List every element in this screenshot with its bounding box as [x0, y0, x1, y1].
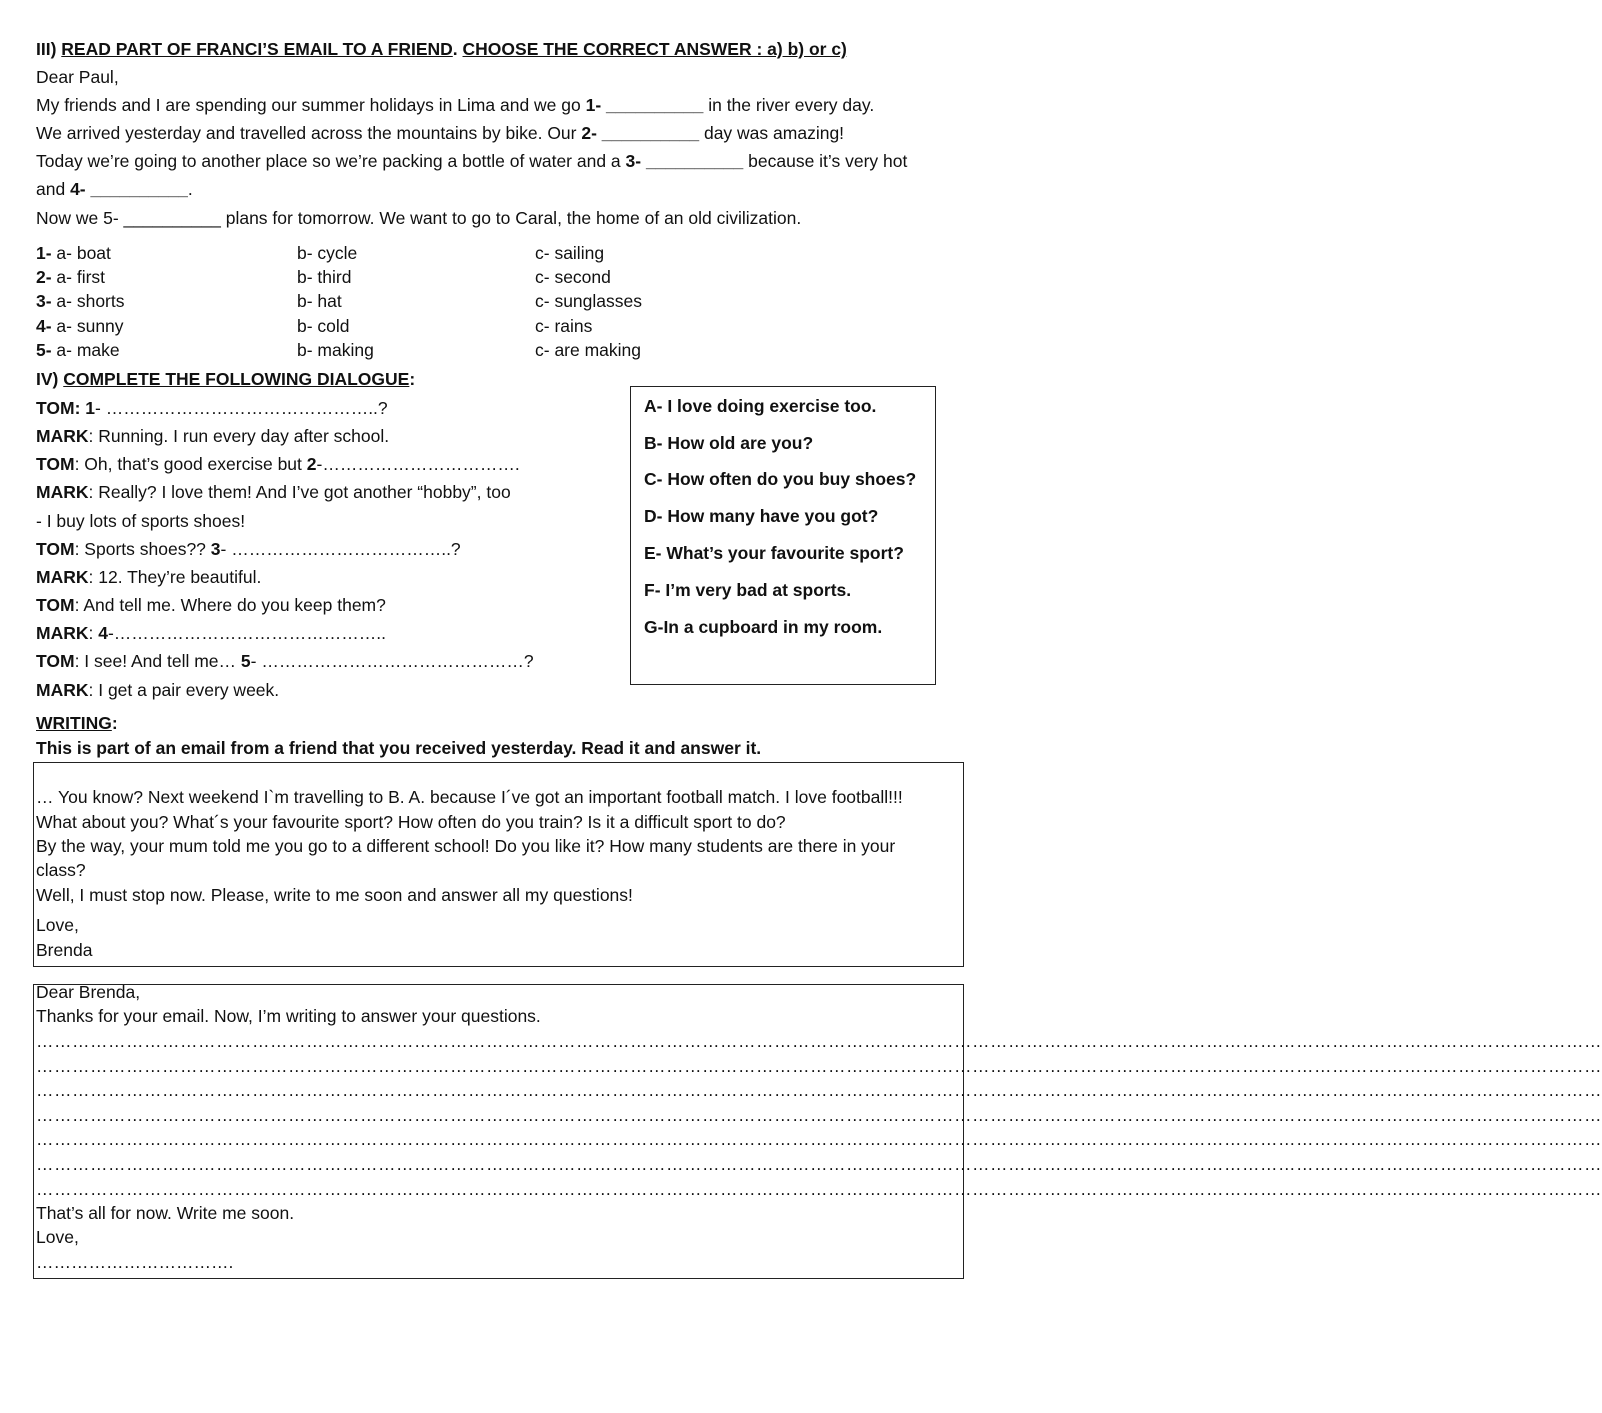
dialogue-gap[interactable]: - ………………………………..? [220, 539, 461, 559]
writing-instruction: This is part of an email from a friend that you received yesterday. Read it and answer it. [36, 738, 762, 758]
reply-writing-line[interactable]: ……………………………………………………………………………………………………………………………………………………………………………………………………………………………………… [36, 1105, 1602, 1125]
option-a[interactable]: a- boat [51, 243, 111, 263]
email-line-4: and 4- __________. [36, 179, 193, 199]
dialogue-line: TOM: 1- ………………………………………..? [36, 398, 388, 418]
option-a[interactable]: a- sunny [51, 316, 124, 336]
gap-4[interactable]: 4- __________ [70, 179, 188, 199]
dialogue-line: TOM: Oh, that’s good exercise but 2-……………………………. [36, 454, 520, 474]
section3-heading-title: READ PART OF FRANCI’S EMAIL TO A FRIEND [61, 39, 453, 59]
reply-writing-line[interactable]: ……………………………………………………………………………………………………………………………………………………………………………………………………………………………………… [36, 1056, 1602, 1076]
section3-heading-instruction: CHOOSE THE CORRECT ANSWER : a) b) or c) [462, 39, 847, 59]
answer-option[interactable]: D- How many have you got? [644, 506, 879, 526]
reply-love: Love, [36, 1227, 79, 1247]
email-line-3: Today we’re going to another place so we’re packing a bottle of water and a 3- __________ because it’s very hot [36, 151, 908, 171]
gap-1[interactable]: 1- __________ [585, 95, 704, 115]
gap-3[interactable]: 3- __________ [625, 151, 744, 171]
dialogue-line: MARK: 12. They’re beautiful. [36, 567, 262, 587]
dialogue-line: TOM: Sports shoes?? 3- ………………………………..? [36, 539, 461, 559]
friend-email-line: By the way, your mum told me you go to a different school! Do you like it? How many students are there in your [36, 836, 896, 856]
option-c[interactable]: c- sunglasses [535, 291, 642, 311]
option-b[interactable]: b- cold [297, 316, 350, 336]
option-c[interactable]: c- rains [535, 316, 593, 336]
dialogue-gap[interactable]: - ………………………………………..? [95, 398, 388, 418]
dialogue-line: MARK: 4-……………………………………….. [36, 623, 387, 643]
option-a[interactable]: a- make [51, 340, 120, 360]
option-b[interactable]: b- third [297, 267, 352, 287]
option-b[interactable]: b- cycle [297, 243, 358, 263]
reply-closing: That’s all for now. Write me soon. [36, 1203, 295, 1223]
friend-email-line: What about you? What´s your favourite sport? How often do you train? Is it a difficult sport to do? [36, 812, 786, 832]
friend-email-line: class? [36, 860, 86, 880]
dialogue-line: - I buy lots of sports shoes! [36, 511, 246, 531]
writing-heading: WRITING: [36, 713, 118, 733]
answer-option[interactable]: G-In a cupboard in my room. [644, 617, 883, 637]
option-a[interactable]: a- first [51, 267, 106, 287]
reply-greeting: Dear Brenda, [36, 982, 141, 1002]
dialogue-gap[interactable]: -……………………………………….. [107, 623, 387, 643]
reply-writing-line[interactable]: ……………………………………………………………………………………………………………………………………………………………………………………………………………………………………… [36, 1031, 1602, 1051]
dialogue-line: MARK: I get a pair every week. [36, 680, 280, 700]
dialogue-line: TOM: And tell me. Where do you keep them? [36, 595, 386, 615]
reply-intro: Thanks for your email. Now, I’m writing to answer your questions. [36, 1006, 541, 1026]
option-c[interactable]: c- are making [535, 340, 642, 360]
section3-heading-num: III) [36, 39, 62, 59]
dialogue-line: MARK: Running. I run every day after school. [36, 426, 390, 446]
option-b[interactable]: b- making [297, 340, 374, 360]
gap-2[interactable]: 2- __________ [581, 123, 700, 143]
friend-email-line: Brenda [36, 940, 93, 960]
option-row: 3- a- shorts [36, 291, 125, 311]
option-b[interactable]: b- hat [297, 291, 342, 311]
option-c[interactable]: c- sailing [535, 243, 605, 263]
section3-heading [36, 38, 847, 60]
answer-option[interactable]: B- How old are you? [644, 433, 814, 453]
option-row: 1- a- boat [36, 243, 111, 263]
answer-option[interactable]: E- What’s your favourite sport? [644, 543, 904, 563]
option-row: 4- a- sunny [36, 316, 124, 336]
answer-option[interactable]: C- How often do you buy shoes? [644, 469, 917, 489]
friend-email-line: Love, [36, 915, 79, 935]
answer-option[interactable]: A- I love doing exercise too. [644, 396, 877, 416]
email-line-2: We arrived yesterday and travelled across the mountains by bike. Our 2- __________ day was amazing! [36, 123, 845, 143]
friend-email-line: … You know? Next weekend I`m travelling to B. A. because I´ve got an important football match. I love football!!! [36, 787, 903, 807]
reply-writing-line[interactable]: ……………………………………………………………………………………………………………………………………………………………………………………………………………………………………… [36, 1129, 1602, 1149]
section4-heading: IV) COMPLETE THE FOLLOWING DIALOGUE: [36, 369, 416, 389]
friend-email-line: Well, I must stop now. Please, write to me soon and answer all my questions! [36, 885, 633, 905]
dialogue-gap[interactable]: -……………………………. [316, 454, 520, 474]
section3-heading-sep: . [452, 39, 463, 59]
option-a[interactable]: a- shorts [51, 291, 125, 311]
email-line-1: My friends and I are spending our summer holidays in Lima and we go 1- __________ in the river every day. [36, 95, 875, 115]
dialogue-line: MARK: Really? I love them! And I’ve got another “hobby”, too [36, 482, 511, 502]
option-row: 2- a- first [36, 267, 106, 287]
answer-option[interactable]: F- I’m very bad at sports. [644, 580, 852, 600]
reply-writing-line[interactable]: ……………………………………………………………………………………………………………………………………………………………………………………………………………………………………… [36, 1154, 1602, 1174]
reply-writing-line[interactable]: ……………………………………………………………………………………………………………………………………………………………………………………………………………………………………… [36, 1179, 1602, 1199]
email-greeting: Dear Paul, [36, 67, 119, 87]
dialogue-gap[interactable]: - ………………………………………? [250, 651, 534, 671]
email-line-5: Now we 5- __________ plans for tomorrow. We want to go to Caral, the home of an old civilization. [36, 208, 802, 228]
dialogue-line: TOM: I see! And tell me… 5- ………………………………………? [36, 651, 534, 671]
answer-options-box [630, 386, 936, 685]
reply-writing-line[interactable]: ……………………………………………………………………………………………………………………………………………………………………………………………………………………………………… [36, 1080, 1602, 1100]
option-c[interactable]: c- second [535, 267, 611, 287]
option-row: 5- a- make [36, 340, 120, 360]
reply-signature-line[interactable]: ……………………………. [36, 1252, 234, 1272]
